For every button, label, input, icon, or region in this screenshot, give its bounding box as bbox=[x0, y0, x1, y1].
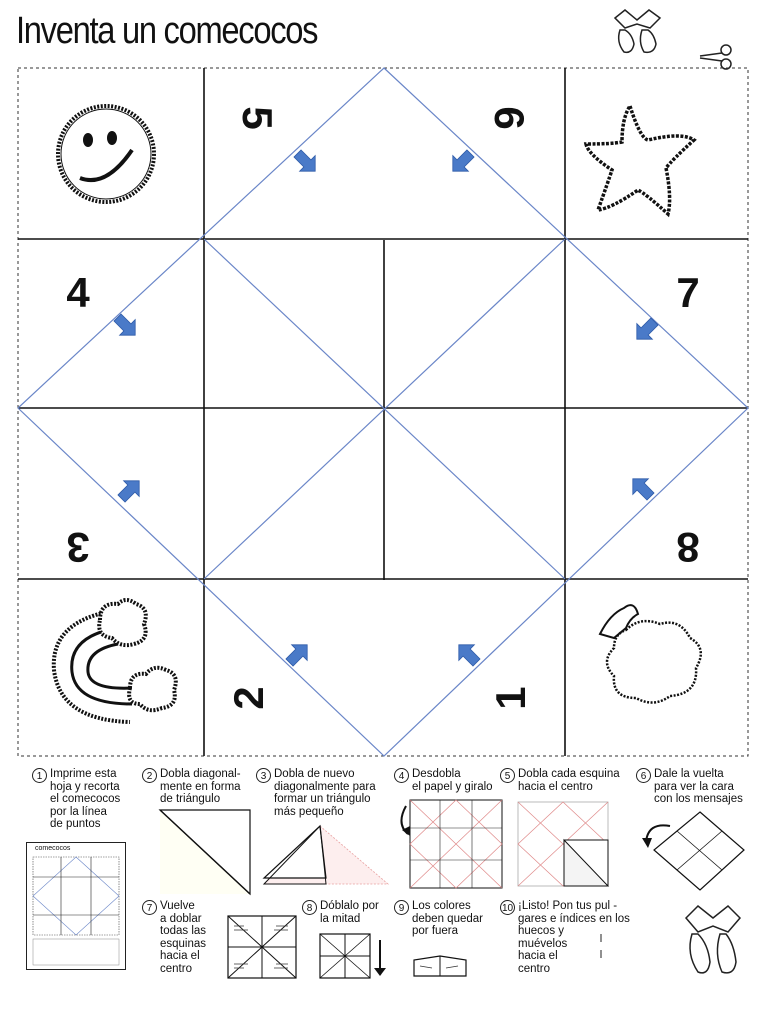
number-3: 3 bbox=[66, 524, 90, 571]
step-text: Los colores deben quedar por fuera bbox=[412, 900, 483, 937]
finger-marks bbox=[598, 934, 604, 960]
step-1 bbox=[32, 768, 142, 838]
step-number: 9 bbox=[394, 900, 409, 915]
step-8-illustration bbox=[318, 932, 390, 980]
step-text: Dobla cada esquina hacia el centro bbox=[518, 768, 620, 793]
diagonal-fold-lines bbox=[18, 68, 748, 756]
step-4-illustration bbox=[396, 796, 506, 892]
step-number: 10 bbox=[500, 900, 515, 915]
thumbnail-sheet bbox=[26, 842, 126, 970]
step-2-illustration bbox=[158, 808, 254, 898]
fold-arrow-4 bbox=[629, 314, 662, 347]
step-number: 3 bbox=[256, 768, 271, 783]
step-text: Dóblalo por la mitad bbox=[320, 900, 379, 925]
number-5: 5 bbox=[234, 106, 281, 130]
step-number: 8 bbox=[302, 900, 317, 915]
page-title: Inventa un comecocos bbox=[16, 10, 318, 52]
step-number: 2 bbox=[142, 768, 157, 783]
smiley-icon bbox=[58, 106, 154, 202]
fold-arrow-7 bbox=[282, 637, 315, 670]
step-text: Dobla de nuevo diagonalmente para formar un triángulo más pequeño bbox=[274, 768, 376, 818]
step-text: Dobla diagonal- mente en forma de triángulo bbox=[160, 768, 241, 805]
step-text: ¡Listo! Pon tus pul - gares e índices en los huecos y muévelos hacia el centro bbox=[518, 900, 630, 975]
step-number: 1 bbox=[32, 768, 47, 783]
step-9-illustration bbox=[410, 954, 470, 980]
number-2: 2 bbox=[225, 686, 272, 710]
step-number: 7 bbox=[142, 900, 157, 915]
number-4: 4 bbox=[66, 269, 90, 316]
rainbow-icon bbox=[54, 600, 176, 722]
cloud-icon bbox=[600, 605, 701, 702]
step-5-illustration bbox=[516, 800, 612, 890]
number-8: 8 bbox=[676, 524, 700, 571]
step-number: 5 bbox=[500, 768, 515, 783]
step-number: 6 bbox=[636, 768, 651, 783]
step-6-illustration bbox=[630, 808, 748, 894]
step-text: Desdobla el papel y giralo bbox=[412, 768, 493, 793]
step-7-illustration bbox=[226, 914, 298, 980]
number-7: 7 bbox=[676, 269, 700, 316]
fold-arrow-5 bbox=[114, 473, 147, 506]
thumbnail-caption: comecocos bbox=[35, 845, 71, 852]
number-1: 1 bbox=[487, 686, 534, 710]
step-text: Imprime esta hoja y recorta el comecocos por la línea de puntos bbox=[50, 768, 121, 830]
fold-arrow-3 bbox=[110, 310, 143, 343]
cut-line-border bbox=[18, 68, 748, 756]
step-number: 4 bbox=[394, 768, 409, 783]
grid-lines bbox=[18, 68, 748, 756]
number-6: 6 bbox=[486, 106, 533, 130]
step-text: Vuelve a doblar todas las esquinas hacia el centro bbox=[160, 900, 207, 975]
star-icon bbox=[586, 106, 694, 214]
step-text: Dale la vuelta para ver la cara con los mensajes bbox=[654, 768, 743, 805]
finished-fortune-teller-icon bbox=[680, 904, 746, 980]
step-3-illustration bbox=[260, 820, 390, 890]
